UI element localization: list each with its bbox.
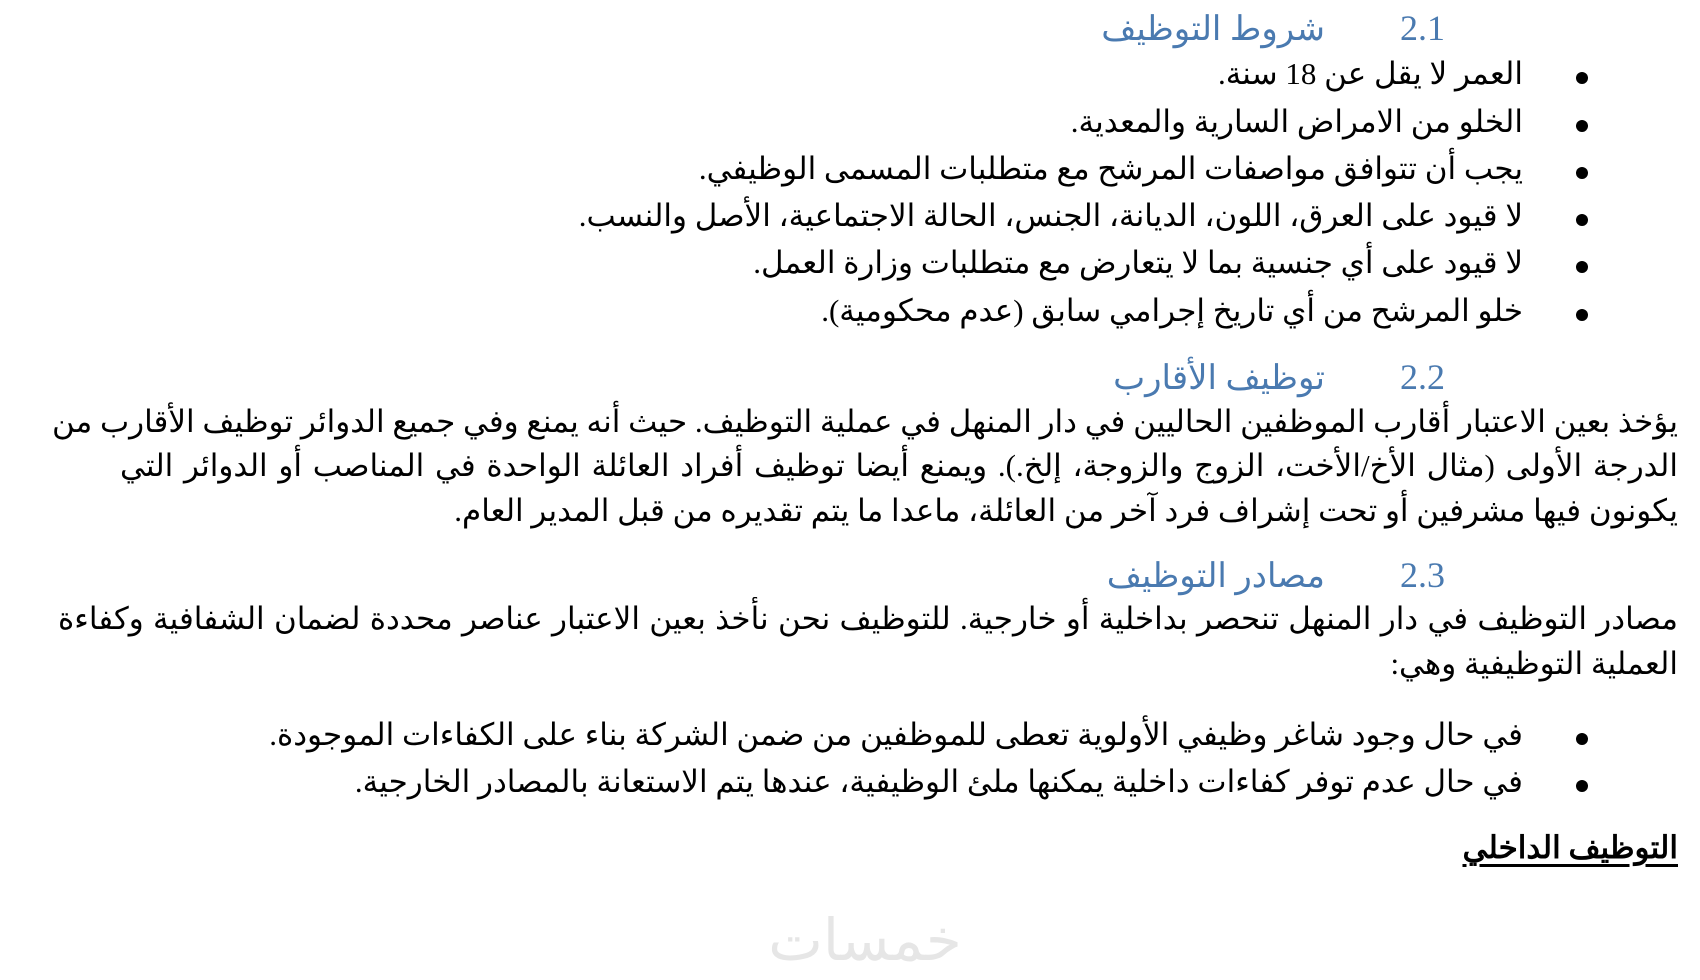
paragraph-line: الدرجة الأولى (مثال الأخ/الأخت، الزوج والزوجة، إلخ.). ويمنع أيضا توظيف أفراد العائلة الواحدة في المناصب أو الدوائر التي — [120, 448, 1678, 483]
section-2-3-number: 2.3 — [1400, 555, 1445, 595]
paragraph-line: يكونون فيها مشرفين أو تحت إشراف فرد آخر من العائلة، ماعدا ما يتم تقديره من قبل المدير العام. — [454, 493, 1678, 528]
bullet-icon — [1576, 780, 1588, 792]
section-2-3-title: مصادر التوظيف — [1106, 558, 1325, 595]
list-item — [0, 760, 1700, 810]
list-item-text: العمر لا يقل عن 18 سنة. — [1217, 56, 1523, 91]
list-item-text: في حال عدم توفر كفاءات داخلية يمكنها ملئ الوظيفية، عندها يتم الاستعانة بالمصادر الخارجية. — [354, 764, 1523, 799]
bullet-icon — [1576, 261, 1588, 273]
list-item — [0, 147, 1700, 197]
paragraph-line: مصادر التوظيف في دار المنهل تنحصر بداخلية أو خارجية. للتوظيف نحن نأخذ بعين الاعتبار عناصر محددة لضمان الشفافية وكفاءة — [58, 601, 1678, 636]
list-item-text: الخلو من الامراض السارية والمعدية. — [1070, 104, 1523, 139]
section-2-1-heading — [1101, 8, 1445, 50]
watermark-logo: خمسات — [768, 906, 962, 974]
list-item — [0, 52, 1700, 102]
list-item — [0, 100, 1700, 150]
bullet-icon — [1576, 214, 1588, 226]
bullet-icon — [1576, 120, 1588, 132]
section-2-1-number: 2.1 — [1400, 8, 1445, 48]
list-item — [0, 713, 1700, 763]
list-item — [0, 289, 1700, 339]
list-item-text: يجب أن تتوافق مواصفات المرشح مع متطلبات المسمى الوظيفي. — [698, 151, 1523, 186]
bullet-icon — [1576, 733, 1588, 745]
list-item-text: لا قيود على أي جنسية بما لا يتعارض مع متطلبات وزارة العمل. — [753, 245, 1523, 280]
paragraph-line: يؤخذ بعين الاعتبار أقارب الموظفين الحاليين في دار المنهل في عملية التوظيف. حيث أنه يمنع وفي جميع الدوائر توظيف الأقارب من — [52, 404, 1678, 439]
list-item-text: خلو المرشح من أي تاريخ إجرامي سابق (عدم محكومية). — [821, 293, 1523, 328]
internal-recruitment-heading: التوظيف الداخلي — [1462, 830, 1678, 865]
section-2-2-number: 2.2 — [1400, 357, 1445, 397]
list-item — [0, 241, 1700, 291]
paragraph-line: العملية التوظيفية وهي: — [1390, 646, 1678, 681]
list-item — [0, 194, 1700, 244]
bullet-icon — [1576, 309, 1588, 321]
list-item-text: في حال وجود شاغر وظيفي الأولوية تعطى للموظفين من ضمن الشركة بناء على الكفاءات الموجودة. — [269, 717, 1523, 752]
section-2-3-heading — [1107, 555, 1445, 597]
bullet-icon — [1576, 167, 1588, 179]
list-item-text: لا قيود على العرق، اللون، الديانة، الجنس، الحالة الاجتماعية، الأصل والنسب. — [578, 198, 1523, 233]
section-2-2-heading — [1113, 357, 1445, 399]
section-2-1-title: شروط التوظيف — [1101, 11, 1325, 48]
section-2-2-title: توظيف الأقارب — [1113, 360, 1325, 397]
bullet-icon — [1576, 72, 1588, 84]
